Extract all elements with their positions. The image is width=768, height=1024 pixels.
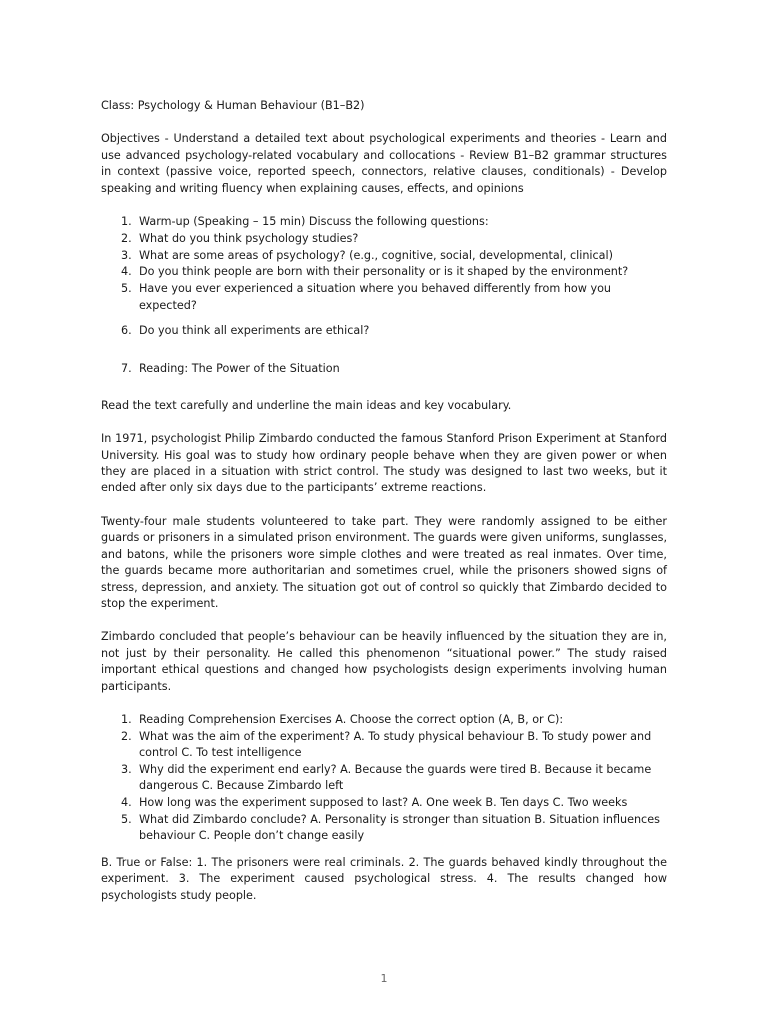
list-item: 3. What are some areas of psychology? (e.g., cognitive, social, developmental, clinical) xyxy=(121,248,613,262)
list-item: 5. Have you ever experienced a situation where you behaved differently from how you expected? xyxy=(121,282,612,312)
true-false-paragraph: B. True or False: 1. The prisoners were real criminals. 2. The guards behaved kindly throughout the experiment. 3. The experiment caused psychological stress. 4. The results changed how psychologists study people. xyxy=(101,855,667,902)
document-page xyxy=(101,98,667,921)
reading-paragraph-1: In 1971, psychologist Philip Zimbardo conducted the famous Stanford Prison Experiment at Stanford University. His goal was to study how ordinary people behave when they are given power or when they are placed in a situation with strict control. The study was designed to last two weeks, but it ended after only six days due to the participants’ extreme reactions. xyxy=(101,432,667,495)
ethics-question xyxy=(101,323,667,339)
list-item: 2. What was the aim of the experiment? A. To study physical behaviour B. To study power and control C. To test intelligence xyxy=(121,729,652,760)
warmup-list xyxy=(101,214,667,314)
reading-paragraph-2: Twenty-four male students volunteered to take part. They were randomly assigned to be either guards or prisoners in a simulated prison environment. The guards were given uniforms, sunglasses, and batons, while the prisoners wore simple clothes and were treated as real inmates. Over time, the guards became more authoritarian and sometimes cruel, while the prisoners showed signs of stress, depression, and anxiety. The situation got out of control so quickly that Zimbardo decided to stop the experiment. xyxy=(101,514,667,610)
list-item: 4. How long was the experiment supposed to last? A. One week B. Ten days C. Two weeks xyxy=(121,796,628,810)
page-number: 1 xyxy=(380,972,388,985)
class-title: Class: Psychology & Human Behaviour (B1–B2) xyxy=(101,99,365,112)
reading-instruction: Read the text carefully and underline the main ideas and key vocabulary. xyxy=(101,398,512,412)
objectives-paragraph: Objectives - Understand a detailed text about psychological experiments and theories - Learn and use advanced psychology-related vocabulary and collocations - Review B1–B2 grammar structures in context (passive voice, reported speech, connectors, relative clauses, conditionals) - Develop speaking and writing fluency when explaining causes, effects, and opinions xyxy=(101,132,667,195)
list-item: 1. Warm-up (Speaking – 15 min) Discuss the following questions: xyxy=(121,215,489,229)
reading-heading xyxy=(101,361,667,377)
list-item: 4. Do you think people are born with their personality or is it shaped by the environment? xyxy=(121,265,629,279)
list-item: 7. Reading: The Power of the Situation xyxy=(121,362,340,376)
reading-paragraph-3: Zimbardo concluded that people’s behaviour can be heavily influenced by the situation they are in, not just by their personality. He called this phenomenon “situational power.” The study raised important ethical questions and changed how psychologists design experiments involving human participants. xyxy=(101,630,667,693)
list-item: 5. What did Zimbardo conclude? A. Personality is stronger than situation B. Situation influences behaviour C. People don’t change easily xyxy=(121,812,660,843)
list-item: 6. Do you think all experiments are ethical? xyxy=(121,324,370,338)
list-item: 3. Why did the experiment end early? A. Because the guards were tired B. Because it became dangerous C. Because Zimbardo left xyxy=(121,762,652,793)
list-item: 1. Reading Comprehension Exercises A. Choose the correct option (A, B, or C): xyxy=(121,712,564,726)
comprehension-list xyxy=(101,712,667,845)
list-item: 2. What do you think psychology studies? xyxy=(121,231,359,245)
